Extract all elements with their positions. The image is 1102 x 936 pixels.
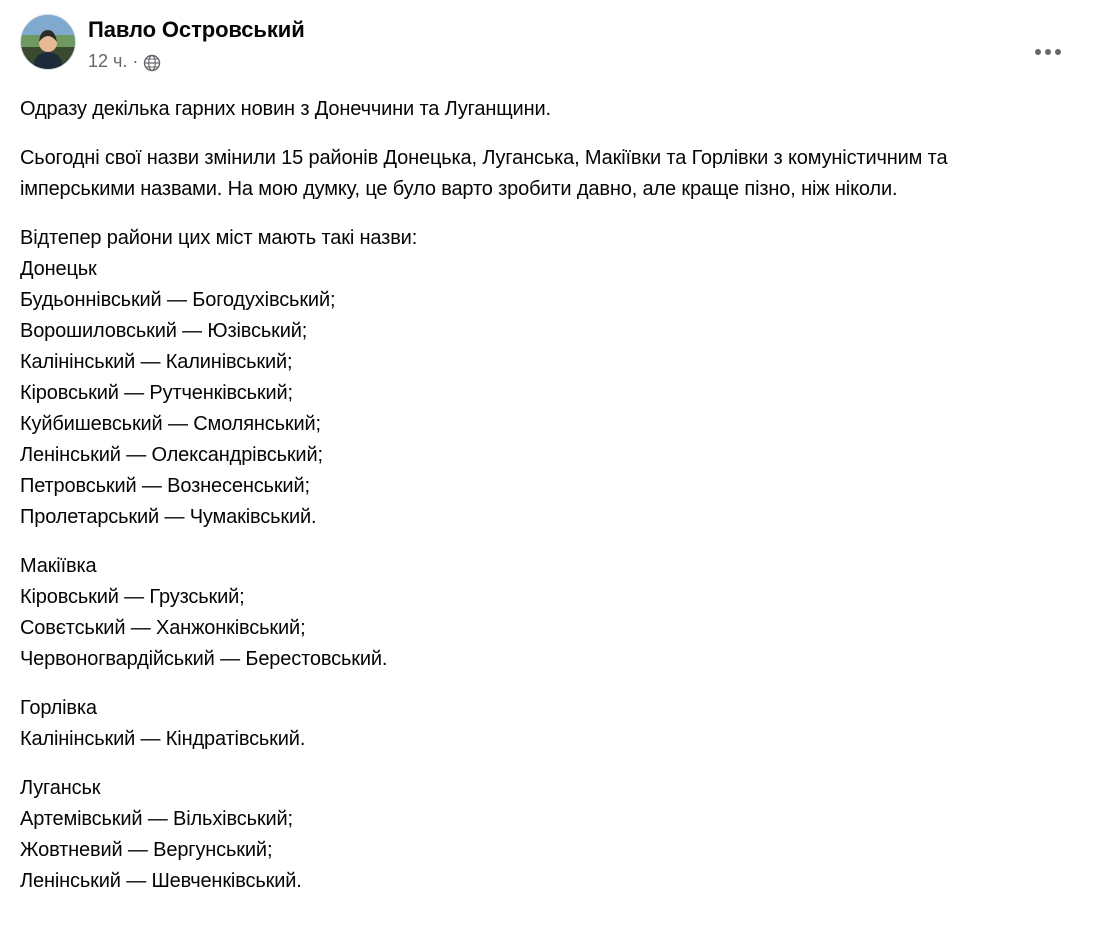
renaming-list-horlivka bbox=[20, 693, 1082, 755]
post-paragraph-2: Сьогодні свої назви змінили 15 районів Донецька, Луганська, Макіївки та Горлівки з комуністичним та імперськими назвами. На мою думку, це було варто зробити давно, але краще пізно, ніж ніколи. bbox=[20, 147, 948, 200]
list-item: Жовтневий — Вергунський; bbox=[20, 839, 273, 861]
more-options-icon bbox=[1035, 49, 1061, 55]
post-body bbox=[20, 94, 1082, 897]
list-item: Куйбишевський — Смолянський; bbox=[20, 413, 321, 435]
city-name-makiivka: Макіївка bbox=[20, 555, 97, 577]
city-name-luhansk: Луганськ bbox=[20, 777, 101, 799]
list-item: Кіровський — Грузський; bbox=[20, 586, 245, 608]
list-item: Червоногвардійський — Берестовський. bbox=[20, 648, 388, 670]
list-item: Калінінський — Калинівський; bbox=[20, 351, 293, 373]
renaming-list bbox=[20, 223, 1082, 533]
list-item: Ленінський — Олександрівський; bbox=[20, 444, 323, 466]
meta-separator: · bbox=[132, 51, 139, 71]
globe-icon[interactable] bbox=[143, 54, 161, 72]
list-item: Совєтський — Ханжонківський; bbox=[20, 617, 306, 639]
list-item: Пролетарський — Чумаківський. bbox=[20, 506, 317, 528]
renaming-list-luhansk bbox=[20, 773, 1082, 897]
renaming-list-makiivka bbox=[20, 551, 1082, 675]
list-item: Петровський — Вознесенський; bbox=[20, 475, 310, 497]
post-intro: Одразу декілька гарних новин з Донеччини та Луганщини. bbox=[20, 98, 551, 120]
post-header bbox=[20, 14, 1082, 82]
post-header-text bbox=[88, 14, 305, 72]
list-lead: Відтепер райони цих міст мають такі назви: bbox=[20, 227, 418, 249]
avatar[interactable] bbox=[20, 14, 76, 70]
post-timestamp[interactable]: 12 ч. bbox=[88, 51, 128, 71]
list-item: Артемівський — Вільхівський; bbox=[20, 808, 293, 830]
list-item: Ворошиловський — Юзівський; bbox=[20, 320, 308, 342]
post-meta bbox=[88, 50, 305, 72]
list-item: Калінінський — Кіндратівський. bbox=[20, 728, 306, 750]
city-name-horlivka: Горлівка bbox=[20, 697, 97, 719]
list-item: Ленінський — Шевченківський. bbox=[20, 870, 302, 892]
city-name-donetsk: Донецьк bbox=[20, 258, 97, 280]
list-item: Будьоннівський — Богодухівський; bbox=[20, 289, 336, 311]
more-options-button[interactable] bbox=[1026, 30, 1070, 74]
list-item: Кіровський — Рутченківський; bbox=[20, 382, 293, 404]
author-name[interactable]: Павло Островський bbox=[88, 17, 305, 42]
